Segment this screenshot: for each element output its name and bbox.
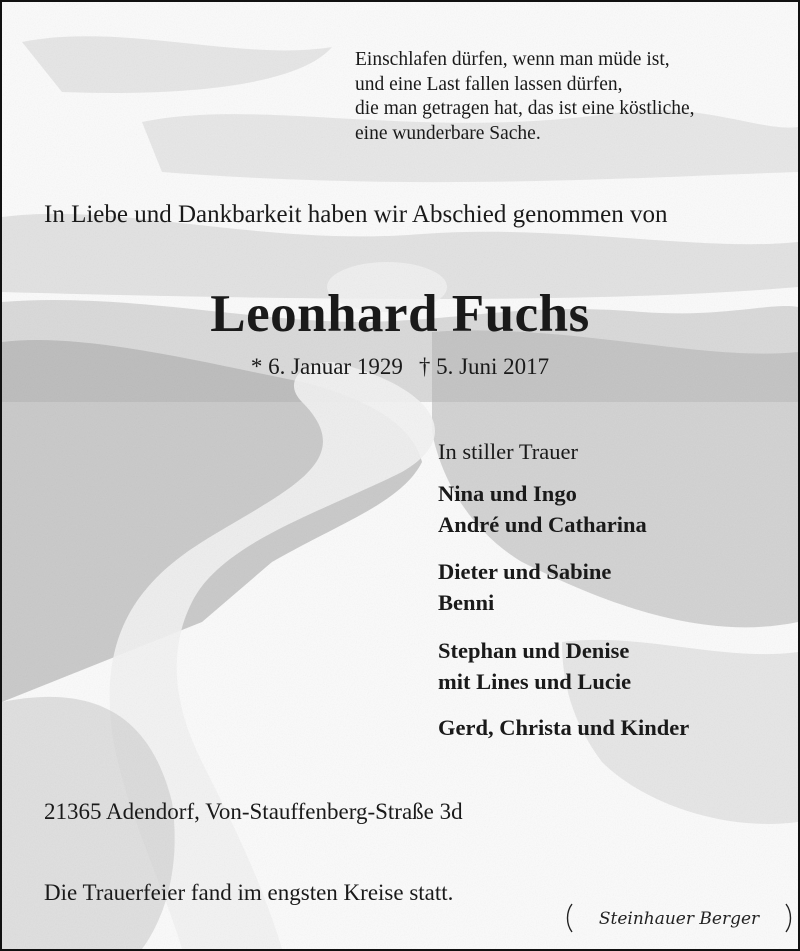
mourner-line: Gerd, Christa und Kinder	[438, 715, 690, 740]
death-date: † 5. Juni 2017	[418, 354, 550, 379]
poem-line: die man getragen hat, das ist eine köstliche,	[355, 98, 695, 119]
poem-line: eine wunderbare Sache.	[355, 122, 541, 144]
poem-quote	[355, 48, 695, 146]
stonemason-signature-logo	[564, 900, 794, 936]
mourner-line: Dieter und Sabine	[438, 559, 612, 584]
mourning-label: In stiller Trauer	[438, 439, 578, 464]
mourner-group	[438, 635, 631, 697]
poem-line: und eine Last fallen lassen dürfen,	[355, 73, 623, 95]
mourner-line: mit Lines und Lucie	[438, 669, 632, 694]
mourner-group	[438, 556, 611, 618]
mourner-line: Benni	[438, 590, 495, 615]
mourner-line: Nina und Ingo	[438, 481, 577, 506]
deceased-name: Leonhard Fuchs	[210, 285, 590, 343]
farewell-intro: In Liebe und Dankbarkeit haben wir Abschied genommen von	[44, 201, 668, 228]
family-address: 21365 Adendorf, Von-Stauffenberg-Straße 3d	[44, 799, 463, 824]
birth-date: * 6. Januar 1929	[250, 354, 403, 379]
mourner-group	[438, 478, 647, 540]
mourner-line: André und Catharina	[438, 512, 647, 537]
life-dates	[2, 354, 798, 380]
mourner-group	[438, 712, 689, 743]
signature-text: Steinhauer Berger	[598, 909, 760, 929]
poem-line: Einschlafen dürfen, wenn man müde ist,	[355, 49, 670, 70]
mourner-line: Stephan und Denise	[438, 638, 630, 663]
ceremony-note: Die Trauerfeier fand im engsten Kreise statt.	[44, 880, 454, 905]
